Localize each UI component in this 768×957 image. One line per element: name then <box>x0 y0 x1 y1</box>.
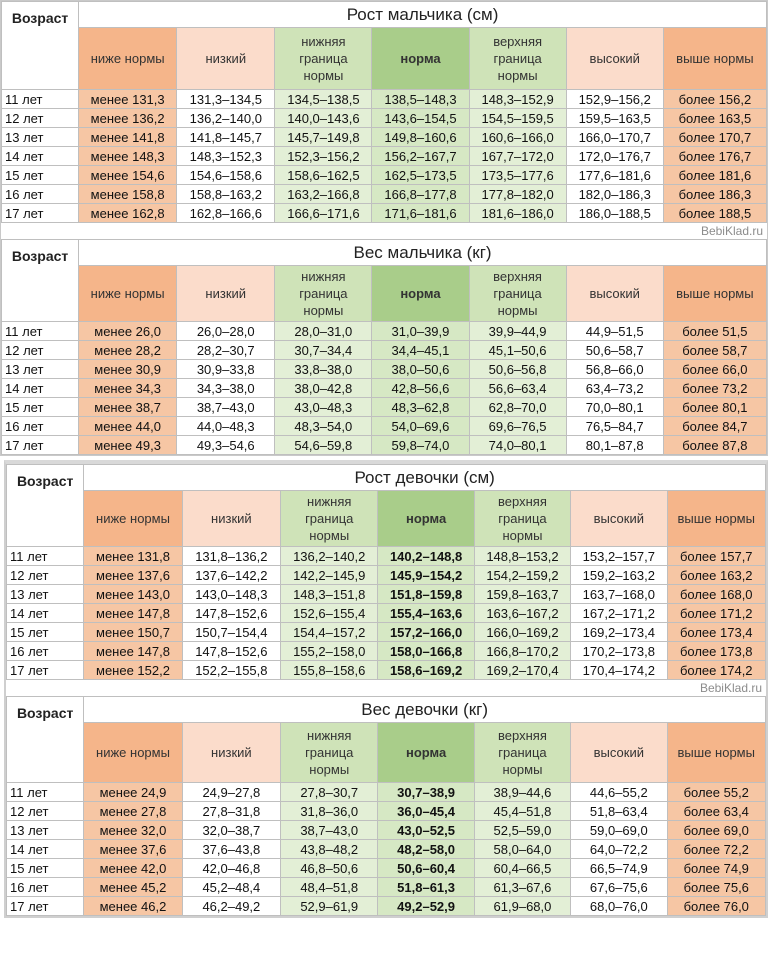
col-norm-header: норма <box>378 491 474 547</box>
age-cell: 17 лет <box>7 661 84 680</box>
table-row <box>2 128 767 147</box>
col-upper-bound-cell: 45,1–50,6 <box>469 341 566 360</box>
col-below-norm-header: ниже нормы <box>84 491 182 547</box>
table-row <box>2 185 767 204</box>
col-norm-cell: 166,8–177,8 <box>372 185 469 204</box>
age-cell: 11 лет <box>7 547 84 566</box>
col-high-cell: 177,6–181,6 <box>566 166 663 185</box>
table-row <box>7 859 766 878</box>
col-low-cell: 38,7–43,0 <box>177 398 275 417</box>
col-low-cell: 34,3–38,0 <box>177 379 275 398</box>
col-lower-bound-header: нижняя граница нормы <box>275 28 372 90</box>
table-row <box>7 783 766 802</box>
col-above-norm-cell: более 171,2 <box>667 604 766 623</box>
col-lower-bound-cell: 46,8–50,6 <box>281 859 378 878</box>
col-low-header: низкий <box>182 723 280 783</box>
col-upper-bound-cell: 52,5–59,0 <box>474 821 570 840</box>
col-high-header: высокий <box>566 266 663 322</box>
credit-row-2 <box>6 680 766 696</box>
col-low-cell: 26,0–28,0 <box>177 322 275 341</box>
col-norm-cell: 34,4–45,1 <box>372 341 469 360</box>
age-cell: 13 лет <box>2 360 79 379</box>
col-below-norm-cell: менее 141,8 <box>79 128 177 147</box>
col-low-cell: 32,0–38,7 <box>182 821 280 840</box>
col-upper-bound-header: верхняя граница нормы <box>469 28 566 90</box>
col-below-norm-cell: менее 136,2 <box>79 109 177 128</box>
age-cell: 14 лет <box>7 604 84 623</box>
table-row <box>2 341 767 360</box>
col-norm-cell: 50,6–60,4 <box>378 859 474 878</box>
col-low-cell: 28,2–30,7 <box>177 341 275 360</box>
col-above-norm-cell: более 73,2 <box>663 379 766 398</box>
col-low-cell: 131,3–134,5 <box>177 90 275 109</box>
col-below-norm-cell: менее 37,6 <box>84 840 182 859</box>
table-row <box>7 802 766 821</box>
age-cell: 17 лет <box>2 436 79 455</box>
table-row <box>7 840 766 859</box>
col-norm-cell: 158,6–169,2 <box>378 661 474 680</box>
col-below-norm-cell: менее 148,3 <box>79 147 177 166</box>
age-column-header: Возраст <box>2 2 79 90</box>
table-row <box>7 897 766 916</box>
age-column-header: Возраст <box>7 465 84 547</box>
table-row <box>7 878 766 897</box>
col-norm-cell: 162,5–173,5 <box>372 166 469 185</box>
col-below-norm-cell: менее 162,8 <box>79 204 177 223</box>
table-row <box>2 90 767 109</box>
col-high-cell: 44,9–51,5 <box>566 322 663 341</box>
col-above-norm-header: выше нормы <box>667 723 766 783</box>
col-low-cell: 42,0–46,8 <box>182 859 280 878</box>
age-cell: 16 лет <box>2 417 79 436</box>
col-lower-bound-cell: 134,5–138,5 <box>275 90 372 109</box>
col-norm-cell: 51,8–61,3 <box>378 878 474 897</box>
col-below-norm-cell: менее 147,8 <box>84 642 182 661</box>
col-above-norm-cell: более 174,2 <box>667 661 766 680</box>
col-above-norm-cell: более 72,2 <box>667 840 766 859</box>
col-low-header: низкий <box>182 491 280 547</box>
table-row <box>2 436 767 455</box>
table-row <box>7 821 766 840</box>
col-high-cell: 170,2–173,8 <box>571 642 667 661</box>
table-row <box>7 623 766 642</box>
col-high-cell: 152,9–156,2 <box>566 90 663 109</box>
col-high-cell: 56,8–66,0 <box>566 360 663 379</box>
table-title: Рост девочки (см) <box>84 465 766 491</box>
col-lower-bound-cell: 52,9–61,9 <box>281 897 378 916</box>
col-lower-bound-cell: 43,8–48,2 <box>281 840 378 859</box>
col-high-cell: 163,7–168,0 <box>571 585 667 604</box>
col-norm-cell: 36,0–45,4 <box>378 802 474 821</box>
col-norm-cell: 48,3–62,8 <box>372 398 469 417</box>
girls-panel <box>4 460 768 918</box>
col-above-norm-cell: более 163,2 <box>667 566 766 585</box>
col-low-cell: 148,3–152,3 <box>177 147 275 166</box>
col-norm-cell: 48,2–58,0 <box>378 840 474 859</box>
col-lower-bound-cell: 148,3–151,8 <box>281 585 378 604</box>
table-row <box>7 547 766 566</box>
boys-weight-table <box>1 239 767 455</box>
col-below-norm-header: ниже нормы <box>79 266 177 322</box>
col-upper-bound-cell: 69,6–76,5 <box>469 417 566 436</box>
col-below-norm-cell: менее 28,2 <box>79 341 177 360</box>
col-low-cell: 147,8–152,6 <box>182 642 280 661</box>
col-low-cell: 152,2–155,8 <box>182 661 280 680</box>
col-lower-bound-cell: 152,3–156,2 <box>275 147 372 166</box>
col-high-cell: 70,0–80,1 <box>566 398 663 417</box>
col-high-cell: 182,0–186,3 <box>566 185 663 204</box>
col-above-norm-cell: более 188,5 <box>663 204 766 223</box>
table-row <box>7 642 766 661</box>
col-high-cell: 51,8–63,4 <box>571 802 667 821</box>
col-high-cell: 170,4–174,2 <box>571 661 667 680</box>
col-norm-header: норма <box>372 266 469 322</box>
age-cell: 15 лет <box>7 623 84 642</box>
col-low-cell: 158,8–163,2 <box>177 185 275 204</box>
col-above-norm-cell: более 75,6 <box>667 878 766 897</box>
age-cell: 17 лет <box>7 897 84 916</box>
col-high-cell: 76,5–84,7 <box>566 417 663 436</box>
col-upper-bound-header: верхняя граница нормы <box>474 723 570 783</box>
col-high-cell: 44,6–55,2 <box>571 783 667 802</box>
boys-panel <box>0 0 768 456</box>
col-lower-bound-cell: 30,7–34,4 <box>275 341 372 360</box>
col-low-cell: 131,8–136,2 <box>182 547 280 566</box>
table-row <box>7 585 766 604</box>
col-lower-bound-cell: 152,6–155,4 <box>281 604 378 623</box>
col-above-norm-cell: более 63,4 <box>667 802 766 821</box>
col-lower-bound-cell: 163,2–166,8 <box>275 185 372 204</box>
col-low-cell: 27,8–31,8 <box>182 802 280 821</box>
col-upper-bound-cell: 177,8–182,0 <box>469 185 566 204</box>
col-high-cell: 153,2–157,7 <box>571 547 667 566</box>
col-upper-bound-header: верхняя граница нормы <box>474 491 570 547</box>
col-lower-bound-cell: 31,8–36,0 <box>281 802 378 821</box>
age-column-header: Возраст <box>7 697 84 783</box>
col-below-norm-cell: менее 49,3 <box>79 436 177 455</box>
col-above-norm-header: выше нормы <box>663 266 766 322</box>
col-above-norm-cell: более 69,0 <box>667 821 766 840</box>
age-cell: 13 лет <box>2 128 79 147</box>
col-below-norm-cell: менее 44,0 <box>79 417 177 436</box>
col-upper-bound-cell: 148,3–152,9 <box>469 90 566 109</box>
col-below-norm-cell: менее 143,0 <box>84 585 182 604</box>
col-norm-cell: 38,0–50,6 <box>372 360 469 379</box>
col-lower-bound-cell: 33,8–38,0 <box>275 360 372 379</box>
col-below-norm-header: ниже нормы <box>84 723 182 783</box>
col-upper-bound-cell: 169,2–170,4 <box>474 661 570 680</box>
col-norm-cell: 156,2–167,7 <box>372 147 469 166</box>
col-upper-bound-cell: 163,6–167,2 <box>474 604 570 623</box>
col-upper-bound-cell: 50,6–56,8 <box>469 360 566 379</box>
col-upper-bound-cell: 167,7–172,0 <box>469 147 566 166</box>
col-high-cell: 169,2–173,4 <box>571 623 667 642</box>
col-above-norm-cell: более 173,8 <box>667 642 766 661</box>
col-below-norm-cell: менее 26,0 <box>79 322 177 341</box>
col-lower-bound-cell: 166,6–171,6 <box>275 204 372 223</box>
col-below-norm-cell: менее 150,7 <box>84 623 182 642</box>
col-below-norm-cell: менее 152,2 <box>84 661 182 680</box>
col-lower-bound-cell: 140,0–143,6 <box>275 109 372 128</box>
col-above-norm-cell: более 87,8 <box>663 436 766 455</box>
age-cell: 15 лет <box>2 166 79 185</box>
col-above-norm-cell: более 173,4 <box>667 623 766 642</box>
col-low-cell: 137,6–142,2 <box>182 566 280 585</box>
col-lower-bound-header: нижняя граница нормы <box>281 723 378 783</box>
table-row <box>2 147 767 166</box>
age-cell: 14 лет <box>2 147 79 166</box>
col-upper-bound-cell: 166,0–169,2 <box>474 623 570 642</box>
col-low-header: низкий <box>177 266 275 322</box>
table-row <box>7 604 766 623</box>
col-low-cell: 136,2–140,0 <box>177 109 275 128</box>
age-cell: 13 лет <box>7 821 84 840</box>
col-lower-bound-cell: 48,3–54,0 <box>275 417 372 436</box>
table-row <box>7 566 766 585</box>
col-lower-bound-cell: 136,2–140,2 <box>281 547 378 566</box>
col-upper-bound-cell: 160,6–166,0 <box>469 128 566 147</box>
col-high-header: высокий <box>571 723 667 783</box>
col-norm-cell: 30,7–38,9 <box>378 783 474 802</box>
girls-weight-table <box>6 696 766 916</box>
col-upper-bound-cell: 166,8–170,2 <box>474 642 570 661</box>
table-row <box>2 398 767 417</box>
col-high-cell: 186,0–188,5 <box>566 204 663 223</box>
table-row <box>2 379 767 398</box>
col-norm-cell: 149,8–160,6 <box>372 128 469 147</box>
table-row <box>2 417 767 436</box>
col-high-cell: 172,0–176,7 <box>566 147 663 166</box>
col-lower-bound-cell: 154,4–157,2 <box>281 623 378 642</box>
col-above-norm-cell: более 58,7 <box>663 341 766 360</box>
col-low-cell: 30,9–33,8 <box>177 360 275 379</box>
table-title: Рост мальчика (см) <box>79 2 767 28</box>
col-lower-bound-cell: 38,0–42,8 <box>275 379 372 398</box>
age-cell: 16 лет <box>7 642 84 661</box>
col-low-cell: 46,2–49,2 <box>182 897 280 916</box>
col-below-norm-cell: менее 154,6 <box>79 166 177 185</box>
col-above-norm-cell: более 186,3 <box>663 185 766 204</box>
col-lower-bound-cell: 142,2–145,9 <box>281 566 378 585</box>
col-above-norm-cell: более 168,0 <box>667 585 766 604</box>
col-above-norm-cell: более 76,0 <box>667 897 766 916</box>
col-lower-bound-cell: 145,7–149,8 <box>275 128 372 147</box>
age-column-header: Возраст <box>2 240 79 322</box>
age-cell: 13 лет <box>7 585 84 604</box>
col-norm-cell: 49,2–52,9 <box>378 897 474 916</box>
age-cell: 17 лет <box>2 204 79 223</box>
col-below-norm-cell: менее 42,0 <box>84 859 182 878</box>
col-high-header: высокий <box>566 28 663 90</box>
age-cell: 12 лет <box>2 341 79 360</box>
credit-label: BebiKlad.ru <box>1 223 767 239</box>
col-lower-bound-cell: 48,4–51,8 <box>281 878 378 897</box>
col-below-norm-cell: менее 137,6 <box>84 566 182 585</box>
col-low-cell: 162,8–166,6 <box>177 204 275 223</box>
col-below-norm-cell: менее 38,7 <box>79 398 177 417</box>
col-high-cell: 80,1–87,8 <box>566 436 663 455</box>
col-low-cell: 45,2–48,4 <box>182 878 280 897</box>
col-lower-bound-cell: 158,6–162,5 <box>275 166 372 185</box>
col-low-cell: 147,8–152,6 <box>182 604 280 623</box>
col-norm-cell: 171,6–181,6 <box>372 204 469 223</box>
col-upper-bound-cell: 56,6–63,4 <box>469 379 566 398</box>
col-above-norm-header: выше нормы <box>663 28 766 90</box>
col-norm-cell: 43,0–52,5 <box>378 821 474 840</box>
table-title: Вес девочки (кг) <box>84 697 766 723</box>
col-below-norm-cell: менее 158,8 <box>79 185 177 204</box>
col-norm-cell: 59,8–74,0 <box>372 436 469 455</box>
age-cell: 14 лет <box>7 840 84 859</box>
col-high-cell: 59,0–69,0 <box>571 821 667 840</box>
col-norm-cell: 54,0–69,6 <box>372 417 469 436</box>
age-cell: 11 лет <box>2 90 79 109</box>
col-below-norm-cell: менее 34,3 <box>79 379 177 398</box>
col-below-norm-cell: менее 46,2 <box>84 897 182 916</box>
col-high-cell: 67,6–75,6 <box>571 878 667 897</box>
col-high-cell: 50,6–58,7 <box>566 341 663 360</box>
col-upper-bound-cell: 173,5–177,6 <box>469 166 566 185</box>
col-above-norm-cell: более 80,1 <box>663 398 766 417</box>
credit-row-1 <box>1 223 767 239</box>
col-low-header: низкий <box>177 28 275 90</box>
col-high-cell: 66,5–74,9 <box>571 859 667 878</box>
table-row <box>2 166 767 185</box>
age-cell: 12 лет <box>2 109 79 128</box>
col-lower-bound-cell: 43,0–48,3 <box>275 398 372 417</box>
col-low-cell: 143,0–148,3 <box>182 585 280 604</box>
col-low-cell: 141,8–145,7 <box>177 128 275 147</box>
col-low-cell: 44,0–48,3 <box>177 417 275 436</box>
table-row <box>2 322 767 341</box>
col-upper-bound-cell: 58,0–64,0 <box>474 840 570 859</box>
age-cell: 15 лет <box>2 398 79 417</box>
col-low-cell: 24,9–27,8 <box>182 783 280 802</box>
col-high-cell: 166,0–170,7 <box>566 128 663 147</box>
col-upper-bound-cell: 159,8–163,7 <box>474 585 570 604</box>
col-norm-cell: 143,6–154,5 <box>372 109 469 128</box>
col-high-cell: 159,2–163,2 <box>571 566 667 585</box>
col-above-norm-cell: более 181,6 <box>663 166 766 185</box>
age-cell: 16 лет <box>2 185 79 204</box>
col-upper-bound-cell: 38,9–44,6 <box>474 783 570 802</box>
col-upper-bound-cell: 60,4–66,5 <box>474 859 570 878</box>
col-above-norm-cell: более 51,5 <box>663 322 766 341</box>
col-upper-bound-cell: 61,9–68,0 <box>474 897 570 916</box>
col-norm-cell: 138,5–148,3 <box>372 90 469 109</box>
col-norm-header: норма <box>372 28 469 90</box>
col-high-cell: 63,4–73,2 <box>566 379 663 398</box>
table-row <box>2 109 767 128</box>
col-norm-cell: 151,8–159,8 <box>378 585 474 604</box>
col-upper-bound-cell: 181,6–186,0 <box>469 204 566 223</box>
col-low-cell: 154,6–158,6 <box>177 166 275 185</box>
col-upper-bound-cell: 148,8–153,2 <box>474 547 570 566</box>
col-above-norm-cell: более 74,9 <box>667 859 766 878</box>
col-lower-bound-cell: 155,8–158,6 <box>281 661 378 680</box>
col-below-norm-header: ниже нормы <box>79 28 177 90</box>
table-title: Вес мальчика (кг) <box>79 240 767 266</box>
col-below-norm-cell: менее 45,2 <box>84 878 182 897</box>
col-lower-bound-cell: 155,2–158,0 <box>281 642 378 661</box>
col-above-norm-cell: более 66,0 <box>663 360 766 379</box>
col-above-norm-cell: более 163,5 <box>663 109 766 128</box>
col-low-cell: 37,6–43,8 <box>182 840 280 859</box>
col-above-norm-header: выше нормы <box>667 491 766 547</box>
table-row <box>7 661 766 680</box>
col-high-cell: 64,0–72,2 <box>571 840 667 859</box>
col-upper-bound-cell: 74,0–80,1 <box>469 436 566 455</box>
col-lower-bound-cell: 27,8–30,7 <box>281 783 378 802</box>
col-low-cell: 150,7–154,4 <box>182 623 280 642</box>
boys-height-table <box>1 1 767 223</box>
col-below-norm-cell: менее 24,9 <box>84 783 182 802</box>
col-lower-bound-header: нижняя граница нормы <box>281 491 378 547</box>
col-high-cell: 167,2–171,2 <box>571 604 667 623</box>
col-upper-bound-cell: 154,5–159,5 <box>469 109 566 128</box>
age-cell: 12 лет <box>7 802 84 821</box>
col-norm-header: норма <box>378 723 474 783</box>
col-norm-cell: 155,4–163,6 <box>378 604 474 623</box>
age-cell: 15 лет <box>7 859 84 878</box>
col-below-norm-cell: менее 30,9 <box>79 360 177 379</box>
col-lower-bound-cell: 28,0–31,0 <box>275 322 372 341</box>
age-cell: 11 лет <box>2 322 79 341</box>
col-low-cell: 49,3–54,6 <box>177 436 275 455</box>
col-above-norm-cell: более 156,2 <box>663 90 766 109</box>
credit-label: BebiKlad.ru <box>6 680 766 696</box>
col-above-norm-cell: более 176,7 <box>663 147 766 166</box>
col-upper-bound-header: верхняя граница нормы <box>469 266 566 322</box>
table-row <box>2 204 767 223</box>
col-above-norm-cell: более 170,7 <box>663 128 766 147</box>
age-cell: 12 лет <box>7 566 84 585</box>
col-lower-bound-cell: 54,6–59,8 <box>275 436 372 455</box>
col-norm-cell: 42,8–56,6 <box>372 379 469 398</box>
col-below-norm-cell: менее 147,8 <box>84 604 182 623</box>
col-upper-bound-cell: 62,8–70,0 <box>469 398 566 417</box>
col-upper-bound-cell: 45,4–51,8 <box>474 802 570 821</box>
col-high-cell: 159,5–163,5 <box>566 109 663 128</box>
age-cell: 16 лет <box>7 878 84 897</box>
age-cell: 11 лет <box>7 783 84 802</box>
girls-height-table <box>6 464 766 680</box>
col-lower-bound-cell: 38,7–43,0 <box>281 821 378 840</box>
col-below-norm-cell: менее 32,0 <box>84 821 182 840</box>
col-below-norm-cell: менее 27,8 <box>84 802 182 821</box>
col-above-norm-cell: более 84,7 <box>663 417 766 436</box>
col-high-cell: 68,0–76,0 <box>571 897 667 916</box>
col-high-header: высокий <box>571 491 667 547</box>
col-upper-bound-cell: 39,9–44,9 <box>469 322 566 341</box>
col-above-norm-cell: более 55,2 <box>667 783 766 802</box>
age-cell: 14 лет <box>2 379 79 398</box>
table-row <box>2 360 767 379</box>
col-upper-bound-cell: 61,3–67,6 <box>474 878 570 897</box>
col-below-norm-cell: менее 131,3 <box>79 90 177 109</box>
col-norm-cell: 158,0–166,8 <box>378 642 474 661</box>
col-norm-cell: 145,9–154,2 <box>378 566 474 585</box>
col-lower-bound-header: нижняя граница нормы <box>275 266 372 322</box>
col-below-norm-cell: менее 131,8 <box>84 547 182 566</box>
col-norm-cell: 157,2–166,0 <box>378 623 474 642</box>
col-norm-cell: 140,2–148,8 <box>378 547 474 566</box>
col-above-norm-cell: более 157,7 <box>667 547 766 566</box>
col-upper-bound-cell: 154,2–159,2 <box>474 566 570 585</box>
col-norm-cell: 31,0–39,9 <box>372 322 469 341</box>
